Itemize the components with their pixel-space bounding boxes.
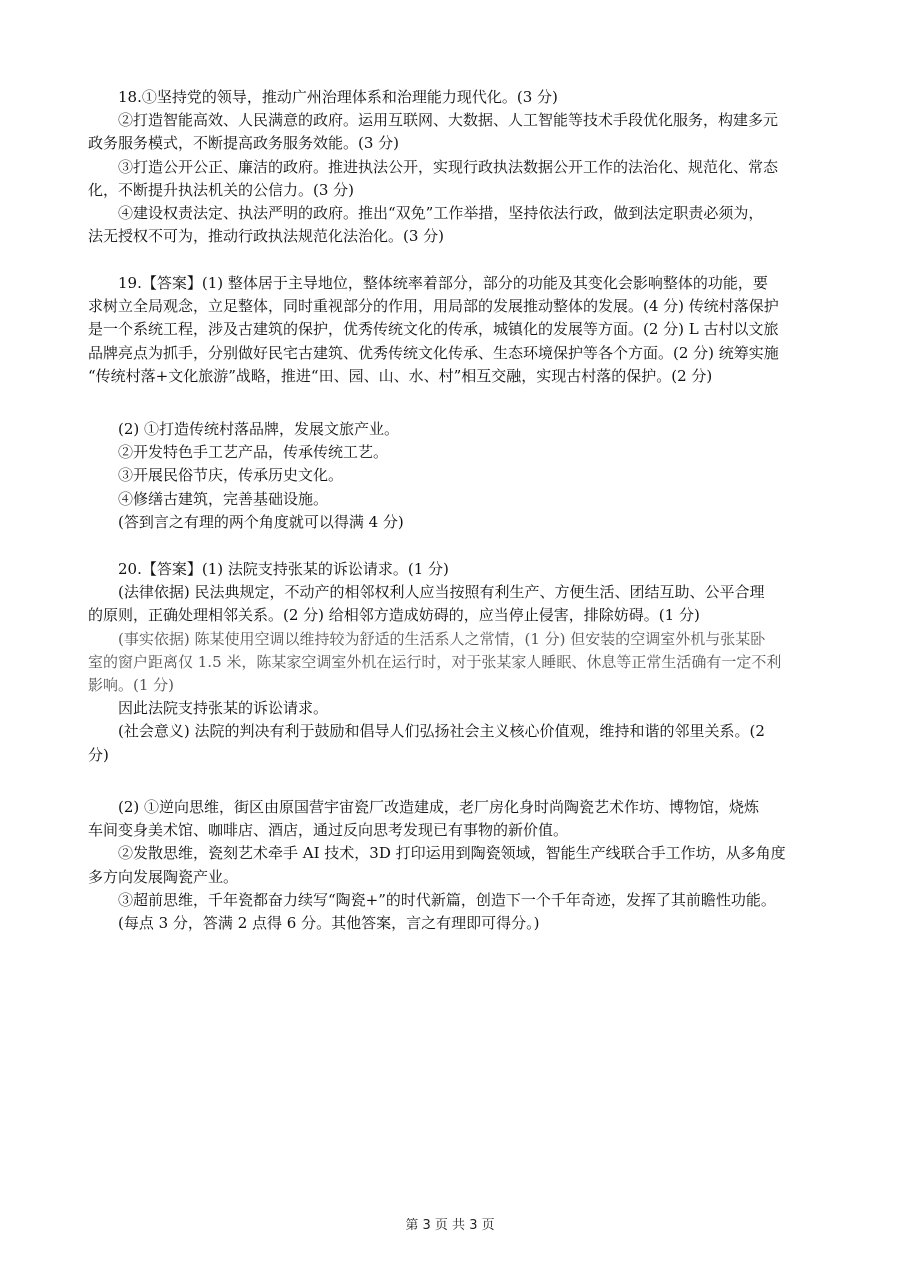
answer-20-line: (2) ①逆向思维，街区由原国营宇宙瓷厂改造建成，老厂房化身时尚陶瓷艺术作坊、博物馆，烧炼 bbox=[118, 798, 760, 816]
answer-20-line: (社会意义) 法院的判决有利于鼓励和倡导人们弘扬社会主义核心价值观，维持和谐的邻里关系。(2 bbox=[118, 722, 765, 741]
answer-19-line: 求树立全局观念，立足整体，同时重视部分的作用，用局部的发展推动整体的发展。(4 分) 传统村落保护 bbox=[88, 297, 779, 316]
answer-19-part2 bbox=[88, 418, 820, 534]
answer-19-line: (答到言之有理的两个角度就可以得满 4 分) bbox=[118, 512, 404, 531]
answer-19-line: (2) ①打造传统村落品牌，发展文旅产业。 bbox=[118, 420, 400, 438]
answer-19-line: 品牌亮点为抓手，分别做好民宅古建筑、优秀传统文化传承、生态环境保护等各个方面。(2 分) 统筹实施 bbox=[88, 343, 779, 362]
answer-20-line: (事实依据) 陈某使用空调以维持较为舒适的生活系人之常情，(1 分) 但安装的空调室外机与张某卧 bbox=[118, 629, 766, 648]
answer-20-line: 因此法院支持张某的诉讼请求。 bbox=[118, 699, 329, 718]
answer-19-line: 是一个系统工程，涉及古建筑的保护，优秀传统文化的传承，城镇化的发展等方面。(2 分) L 古村以文旅 bbox=[88, 320, 779, 339]
answer-20-line: 车间变身美术馆、咖啡店、酒店，通过反向思考发现已有事物的新价值。 bbox=[88, 821, 569, 840]
answer-19-part1 bbox=[88, 272, 820, 388]
answer-18-line: ④建设权责法定、执法严明的政府。推出“双免”工作举措，坚持依法行政，做到法定职责必须为， bbox=[118, 203, 764, 222]
answer-18-line: 18.①坚持党的领导，推动广州治理体系和治理能力现代化。(3 分) bbox=[118, 88, 558, 106]
answer-18-line: 法无授权不可为，推动行政执法规范化法治化。(3 分) bbox=[88, 227, 445, 246]
answer-20-line: 20.【答案】(1) 法院支持张某的诉讼请求。(1 分) bbox=[118, 560, 449, 578]
answer-19-line: ③开展民俗节庆，传承历史文化。 bbox=[118, 466, 344, 485]
answer-20-part1 bbox=[88, 558, 820, 767]
answer-20-line: ②发散思维，瓷刻艺术牵手 AI 技术，3D 打印运用到陶瓷领域，智能生产线联合手工作坊，从多角度 bbox=[118, 844, 786, 863]
answer-20-part2 bbox=[88, 796, 820, 935]
answer-18-line: ③打造公开公正、廉洁的政府。推进执法公开，实现行政执法数据公开工作的法治化、规范化、常态 bbox=[118, 157, 779, 176]
page-footer: 第 3 页 共 3 页 bbox=[405, 1218, 495, 1233]
answer-20-line: 的原则，正确处理相邻关系。(2 分) 给相邻方造成妨碍的，应当停止侵害，排除妨碍。(1 分) bbox=[88, 606, 700, 625]
answer-20-line: ③超前思维，千年瓷都奋力续写“陶瓷+”的时代新篇，创造下一个千年奇迹，发挥了其前瞻性功能。 bbox=[118, 890, 776, 909]
answer-20-line: 影响。(1 分) bbox=[88, 675, 175, 694]
answer-18-line: 化，不断提升执法机关的公信力。(3 分) bbox=[88, 180, 355, 199]
answer-20-line: (法律依据) 民法典规定，不动产的相邻权利人应当按照有利生产、方便生活、团结互助、公平合理 bbox=[118, 583, 765, 602]
answer-19-line: “传统村落+文化旅游”战略，推进“田、园、山、水、村”相互交融，实现古村落的保护。(2 分) bbox=[88, 366, 713, 385]
answer-18 bbox=[88, 86, 820, 248]
answer-20-line: (每点 3 分，答满 2 点得 6 分。其他答案，言之有理即可得分。) bbox=[118, 913, 540, 932]
answer-20-line: 多方向发展陶瓷产业。 bbox=[88, 867, 239, 886]
answer-19-line: ④修缮古建筑，完善基础设施。 bbox=[118, 489, 329, 508]
answer-18-line: 政务服务模式，不断提高政务服务效能。(3 分) bbox=[88, 134, 400, 153]
answer-18-line: ②打造智能高效、人民满意的政府。运用互联网、大数据、人工智能等技术手段优化服务，构建多元 bbox=[118, 111, 779, 130]
answer-19-line: ②开发特色手工艺产品，传承传统工艺。 bbox=[118, 443, 389, 462]
answer-19-line: 19.【答案】(1) 整体居于主导地位，整体统率着部分，部分的功能及其变化会影响整体的功能，要 bbox=[118, 274, 768, 292]
answer-20-line: 室的窗户距离仅 1.5 米，陈某家空调室外机在运行时，对于张某家人睡眠、休息等正常生活确有一定不利 bbox=[88, 652, 782, 671]
answer-20-line: 分) bbox=[88, 745, 109, 764]
